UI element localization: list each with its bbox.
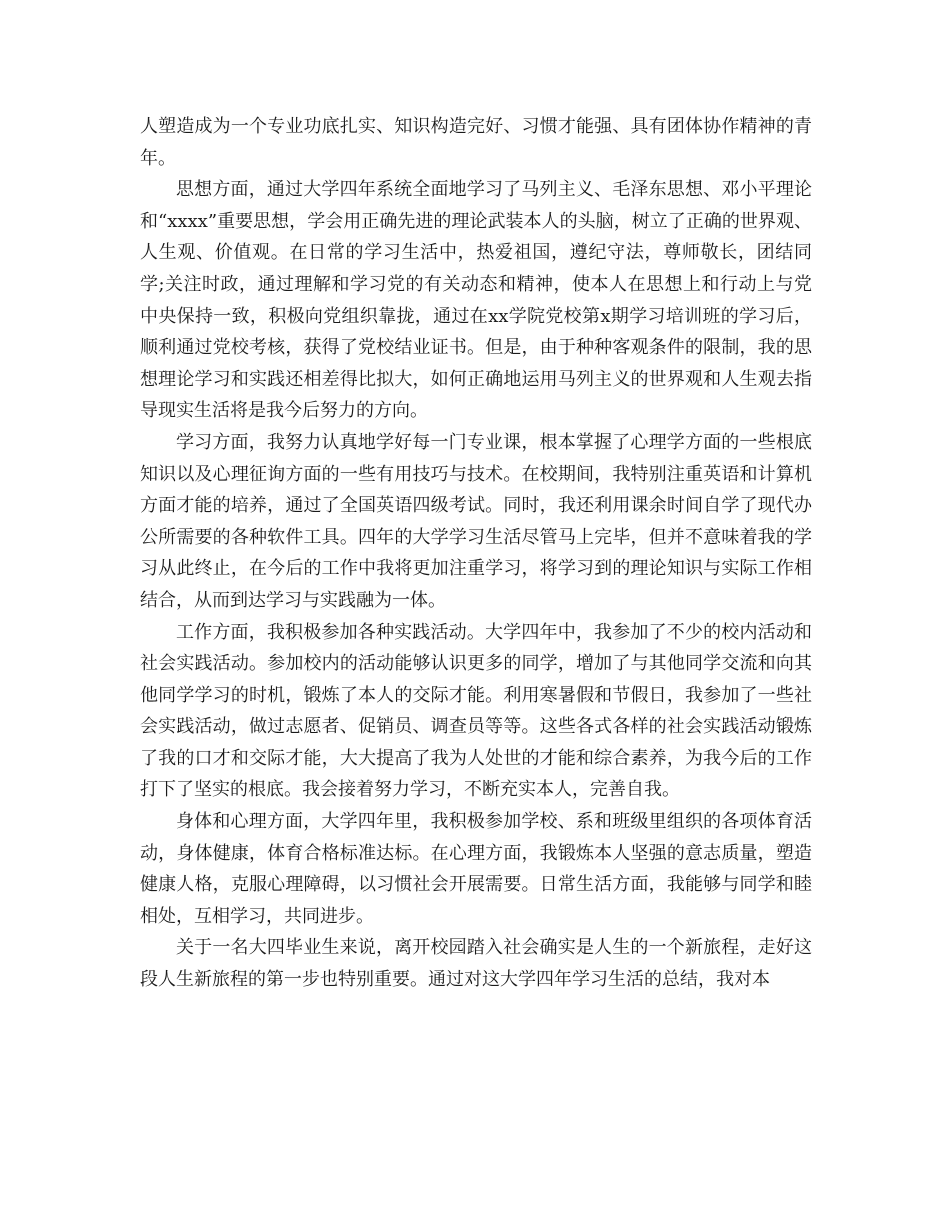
paragraph-study: 学习方面，我努力认真地学好每一门专业课，根本掌握了心理学方面的一些根底知识以及心理征询方面的一些有用技巧与技术。在校期间，我特别注重英语和计算机方面才能的培养，通过了全国英语四级考试。同时，我还利用课余时间自学了现代办公所需要的各种软件工具。四年的大学学习生活尽管马上完毕，但并不意味着我的学习从此终止，在今后的工作中我将更加注重学习，将学习到的理论知识与实际工作相结合，从而到达学习与实践融为一体。 bbox=[140, 431, 812, 611]
paragraph-work: 工作方面，我积极参加各种实践活动。大学四年中，我参加了不少的校内活动和社会实践活动。参加校内的活动能够认识更多的同学，增加了与其他同学交流和向其他同学学习的时机，锻炼了本人的交际才能。利用寒暑假和节假日，我参加了一些社会实践活动，做过志愿者、促销员、调查员等等。这些各式各样的社会实践活动锻炼了我的口才和交际才能，大大提高了我为人处世的才能和综合素养，为我今后的工作打下了坚实的根底。我会接着努力学习，不断充实本人，完善自我。 bbox=[140, 621, 812, 801]
paragraph-conclusion: 关于一名大四毕业生来说，离开校园踏入社会确实是人生的一个新旅程，走好这段人生新旅程的第一步也特别重要。通过对这大学四年学习生活的总结，我对本 bbox=[140, 937, 812, 991]
paragraph-health: 身体和心理方面，大学四年里，我积极参加学校、系和班级里组织的各项体育活动，身体健康，体育合格标准达标。在心理方面，我锻炼本人坚强的意志质量，塑造健康人格，克服心理障碍，以习惯社会开展需要。日常生活方面，我能够与同学和睦相处，互相学习，共同进步。 bbox=[140, 811, 812, 927]
paragraph-thought: 思想方面，通过大学四年系统全面地学习了马列主义、毛泽东思想、邓小平理论和“xxxx”重要思想，学会用正确先进的理论武装本人的头脑，树立了正确的世界观、人生观、价值观。在日常的学习生活中，热爱祖国，遵纪守法，尊师敬长，团结同学;关注时政，通过理解和学习党的有关动态和精神，使本人在思想上和行动上与党中央保持一致，积极向党组织靠拢，通过在xx学院党校第x期学习培训班的学习后，顺利通过党校考核，获得了党校结业证书。但是，由于种种客观条件的限制，我的思想理论学习和实践还相差得比拟大，如何正确地运用马列主义的世界观和人生观去指导现实生活将是我今后努力的方向。 bbox=[140, 179, 812, 422]
document-body bbox=[140, 111, 812, 996]
paragraph-continuation: 人塑造成为一个专业功底扎实、知识构造完好、习惯才能强、具有团体协作精神的青年。 bbox=[140, 116, 812, 169]
